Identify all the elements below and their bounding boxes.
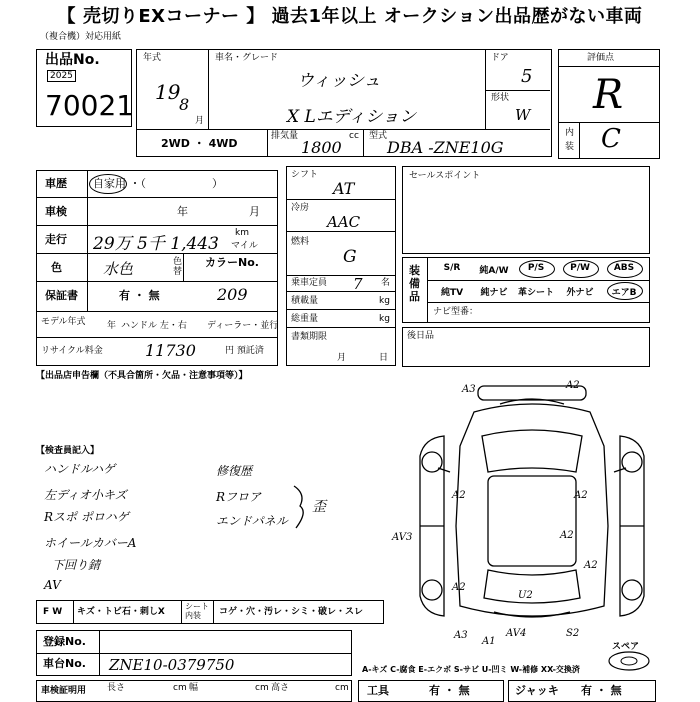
gross-label: 総重量 — [291, 314, 319, 324]
equipment-item: 純A/W — [479, 266, 509, 276]
doc-month: 月 — [337, 353, 347, 363]
inspector-label: 【検査員記入】 — [36, 446, 100, 456]
color-change-label: 色替 — [173, 257, 183, 277]
name-label: 車名・グレード — [215, 53, 279, 63]
warranty-value: 有 ・ 無 — [119, 289, 160, 302]
mileage-value: 29万 5千 1,443 — [93, 234, 219, 254]
damage-mark: A3 — [462, 384, 476, 395]
color-no-label: カラーNo. — [205, 256, 259, 269]
model-year-label: モデル年式 — [41, 317, 86, 327]
year-value: 19 — [155, 80, 181, 104]
length-label: 長さ — [107, 683, 126, 693]
damage-mark: A2 — [452, 582, 466, 593]
sales-point-box — [402, 166, 650, 254]
width-cm: cm — [255, 683, 269, 693]
arrival-label: 後日品 — [407, 331, 435, 341]
cert-box — [36, 680, 352, 702]
dealer-label: ディーラー・並行 — [207, 321, 279, 331]
month-value: 8 — [179, 95, 190, 114]
jack-label: ジャッキ — [515, 684, 559, 697]
inspector-right-suffix: 歪 — [312, 499, 326, 515]
recycle-unit: 円 預託済 — [225, 346, 264, 356]
legend-items2: コゲ・穴・汚レ・シミ・破レ・スレ — [219, 607, 364, 617]
diagram-legend: A-キズ C-腐食 E-エクボ S-サビ U-凹ミ W-補修 XX-交換済 — [362, 665, 580, 674]
inspector-note-left: ハンドルハゲ — [44, 462, 116, 476]
damage-mark: A2 — [560, 530, 574, 541]
load-unit: kg — [379, 296, 390, 306]
model-value: DBA -ZNE10G — [387, 138, 504, 157]
fuel-value: G — [343, 247, 357, 267]
spare-tire-icon — [606, 650, 652, 672]
sales-point-label: セールスポイント — [409, 171, 481, 181]
inspection-month: 月 — [249, 205, 260, 218]
shift-value: AT — [333, 179, 355, 198]
legend-seat-label: シート内装 — [185, 602, 209, 620]
damage-mark: A3 — [454, 630, 468, 641]
inspector-note-left: 下回り錆 — [52, 558, 101, 572]
mechanical-box — [286, 166, 396, 366]
shape-label: 形状 — [491, 93, 510, 103]
capacity-unit: 名 — [381, 278, 391, 288]
doc-day: 日 — [379, 353, 389, 363]
width-label: 幅 — [189, 683, 199, 693]
jack-box — [508, 680, 656, 702]
lot-stamp: 2025 — [47, 70, 76, 82]
interior-label-2: 装 — [565, 142, 575, 152]
height-label: 高さ — [271, 683, 290, 693]
model-label: 型式 — [369, 131, 388, 141]
brace-mark — [290, 484, 312, 530]
grade-value: X Lエディション — [287, 107, 417, 127]
displacement-label: 排気量 — [271, 131, 299, 141]
shift-label: シフト — [291, 170, 319, 180]
tools-label: 工具 — [367, 684, 389, 697]
load-label: 積載量 — [291, 296, 319, 306]
equipment-item: 純TV — [440, 288, 464, 298]
ac-label: 冷房 — [291, 203, 310, 213]
inspector-note-right: Rフロア — [216, 490, 262, 504]
mileage-unit-km: km — [235, 228, 249, 238]
damage-mark: S2 — [566, 628, 580, 639]
gross-unit: kg — [379, 314, 390, 324]
length-cm: cm — [173, 683, 187, 693]
door-label: ドア — [491, 53, 509, 63]
equipment-circle-mark — [563, 260, 599, 278]
navi-label: ナビ型番： — [433, 307, 479, 317]
damage-mark: A2 — [452, 490, 466, 501]
equipment-item: 純ナビ — [480, 288, 508, 298]
equipment-item: エアB — [611, 288, 637, 298]
reg-label: 登録No. — [43, 635, 86, 648]
score-box — [558, 49, 660, 159]
doc-label: 書類期限 — [291, 332, 328, 342]
legend-fw: F W — [43, 607, 63, 617]
capacity-value: 7 — [353, 275, 363, 293]
recycle-label: リサイクル料金 — [41, 346, 103, 356]
legend-items: キズ・トビ石・刺しX — [77, 607, 165, 617]
page-header: 【 売切りEXコーナー 】 過去1年以上 オークション出品歴がない車両 — [57, 6, 643, 27]
spare-label: スペア — [612, 642, 640, 652]
inspector-note-left: ホイールカバーA — [44, 536, 137, 550]
mileage-label: 走行 — [45, 233, 67, 246]
equipment-item: ABS — [613, 263, 635, 273]
door-value: 5 — [521, 66, 533, 87]
chassis-label: 車台No. — [43, 657, 86, 670]
car-damage-diagram — [404, 376, 660, 652]
color-value: 水色 — [103, 260, 134, 278]
interior-value: C — [601, 124, 621, 154]
warranty-label: 保証書 — [45, 289, 78, 302]
owner-label: 車歴 — [45, 177, 67, 190]
equipment-item: P/W — [570, 263, 590, 273]
equipment-circle-mark — [519, 260, 555, 278]
handle-label: ハンドル 左・右 — [121, 321, 187, 331]
tools-box — [358, 680, 504, 702]
inspector-note-left: 左ディオ小キズ — [44, 488, 127, 502]
inspection-year: 年 — [177, 205, 188, 218]
damage-mark: AV4 — [506, 628, 527, 639]
lot-label: 出品No. — [45, 52, 100, 68]
arrival-box — [402, 327, 650, 367]
color-no-value: 209 — [217, 285, 248, 304]
name-value: ウィッシュ — [297, 71, 381, 91]
tools-value: 有 ・ 無 — [429, 684, 470, 697]
registration-box — [36, 630, 352, 676]
damage-mark: A1 — [482, 636, 496, 647]
owner-value: 自家用 ・（ ） — [93, 177, 223, 190]
equipment-item: 外ナビ — [566, 288, 594, 298]
equipment-circle-mark — [607, 260, 643, 278]
equipment-item: 革シート — [517, 288, 554, 298]
score-label: 評価点 — [587, 53, 615, 63]
displacement-unit: cc — [349, 131, 359, 141]
inspector-note-right: 修復歴 — [216, 464, 253, 478]
inspector-note-right: エンドパネル — [216, 514, 288, 528]
legend-row — [36, 600, 384, 624]
displacement-value: 1800 — [301, 138, 342, 157]
interior-label-1: 内 — [565, 128, 575, 138]
damage-mark: AV3 — [392, 532, 413, 543]
inspection-label: 車検 — [45, 205, 67, 218]
height-cm: cm — [335, 683, 349, 693]
history-box — [36, 170, 278, 366]
mileage-unit-mile: マイル — [231, 241, 258, 251]
inspector-note-left: AV — [44, 578, 61, 592]
score-value: R — [593, 72, 624, 118]
jack-value: 有 ・ 無 — [581, 684, 622, 697]
ac-value: AAC — [327, 213, 361, 231]
drive-label: 2WD ・ 4WD — [161, 137, 238, 150]
lot-box — [36, 49, 135, 127]
damage-mark: U2 — [518, 590, 533, 601]
damage-mark: A2 — [574, 490, 588, 501]
equipment-item: S/R — [443, 263, 461, 273]
top-note: （複合機）対応用紙 — [40, 32, 122, 42]
model-year-unit: 年 — [107, 321, 117, 331]
equipment-label: 装備品 — [409, 264, 420, 303]
vehicle-box — [136, 49, 552, 157]
fuel-label: 燃料 — [291, 237, 310, 247]
chassis-value: ZNE10-0379750 — [109, 656, 235, 674]
year-label: 年式 — [143, 53, 162, 63]
damage-mark: A2 — [566, 380, 580, 391]
cert-label: 車検証明用 — [41, 686, 87, 696]
month-unit: 月 — [195, 116, 205, 126]
recycle-value: 11730 — [145, 341, 196, 360]
equipment-box — [402, 257, 650, 323]
inspector-note-left: Rスポ ポロハゲ — [44, 510, 129, 524]
shape-value: W — [515, 106, 531, 124]
equipment-circle-mark — [607, 282, 643, 300]
notes-label: 【出品店申告欄（不具合箇所・欠品・注意事項等）】 — [36, 371, 248, 381]
equipment-item: P/S — [527, 263, 545, 273]
damage-mark: A2 — [584, 560, 598, 571]
lot-number: 70021 — [45, 89, 135, 122]
capacity-label: 乗車定員 — [291, 278, 328, 288]
color-label: 色 — [51, 261, 62, 274]
